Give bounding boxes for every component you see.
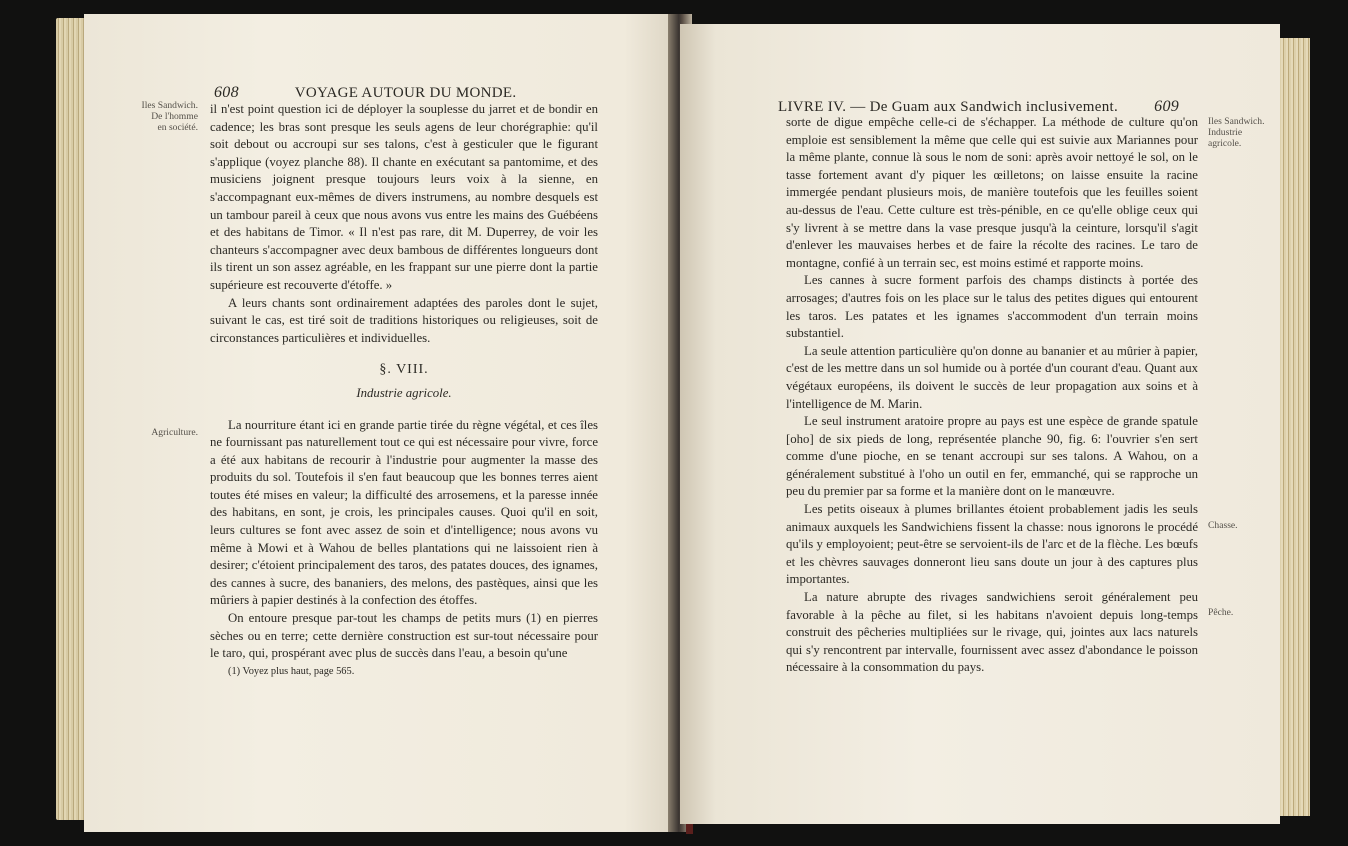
left-paragraph-2: A leurs chants sont ordinairement adaptées des paroles dont le sujet, suivant le cas, est tiré soit de traditions historiques ou religieuses, soit de circonstances particulières et individuelles. [210,295,598,345]
left-page-number: 608 [214,84,239,101]
left-running-title: VOYAGE AUTOUR DU MONDE. [294,85,517,101]
section-heading: §. VIII. [379,362,429,378]
left-margin-note-top: Iles Sandwich. De l'homme en société. [141,100,198,133]
right-paragraph-2: Les cannes à sucre forment parfois des champs distincts à portée des arrosages; d'autres fois on les place sur le talus des petites digues qui entourent les taros. Les patates et les ignames s'accommodent d'un terrain moins substantiel. [786,273,1198,341]
left-paragraph-3: La nourriture étant ici en grande partie tirée du règne végétal, et ces îles ne fournissant pas naturellement tout ce qui est nécessaire pour vivre, force a été aux habitans de recourir à l'industrie pour augmenter la masse des produits du sol. Toutefois il s'en faut beaucoup que les bonnes terres aient toutes été mises en valeur; la difficulté des arrosemens, et la paresse innée des habitans, en sont, je crois, les principales causes. Quoi qu'il en soit, leurs cultures se font avec assez de soin et d'intelligence; nous avons vu même à Mowi et à Wahou de belles plantations qui ne laissoient rien à desirer; c'étoient principalement des taros, des patates douces, des ignames, des cannes à sucre, des bananiers, des melons, des pastèques, ainsi que les mûriers à papier destinés à la confection des étoffes. [210,417,598,608]
right-paragraph-4: Le seul instrument aratoire propre au pays est une espèce de grande spatule [oho] de six pieds de long, représentée planche 90, fig. 6: l'ouvrier s'en sert comme d'une pioche, en se tenant accroupi sur ses talons. A Wahou, on a généralement substitué à l'oho un outil en fer, emmanché, qui se rapproche un peu du premier par sa forme et la manière dont on le manœuvre. [786,414,1198,499]
right-margin-note-chasse: Chasse. [1208,520,1238,531]
open-book [40,14,1308,836]
left-paragraph-4: On entoure presque par-tout les champs de petits murs (1) en pierres sèches ou en terre; cette dernière construction est sur-tout nécessaire pour le taro, qui, prospérant avec plus de succès dans l'eau, a besoin qu'une [210,611,598,661]
left-running-head [214,84,516,102]
right-paragraph-5: Les petits oiseaux à plumes brillantes étoient probablement jadis les seuls animaux auxquels les Sandwichiens fissent la chasse: nous ignorons le procédé qu'ils y employoient; peut-être se servoient-ils de l'arc et de la flèche. Les bœufs et les chèvres sauvages donneront lieu sans doute un jour à des captures plus importantes. [786,502,1198,587]
subsection-heading: Industrie agricole. [356,385,452,400]
left-margin-note-agriculture: Agriculture. [151,427,198,438]
right-page [680,24,1280,824]
left-page [84,14,684,832]
right-paragraph-6: La nature abrupte des rivages sandwichiens seroit généralement peu favorable à la pêche au filet, si les habitans n'avoient depuis long-temps construit des pêcheries multipliées sur le rivage, qui, jointes aux lacs naturels qui s'y rencontrent par intervalle, fournissent avec assez d'abondance le poisson nécessaire à la consommation du pays. [786,590,1198,675]
left-paragraph-1: il n'est point question ici de déployer la souplesse du jarret et de bondir en cadence; les bras sont presque les seuls agens de leur chorégraphie: qu'il soit debout ou accroupi sur ses talons, c'est à gesticuler que le figurant s'applique (voyez planche 88). Il chante en exécutant sa pantomime, et des musiciens joignent presque toujours leurs voix à la sienne, en s'accompagnant eux-mêmes de divers instrumens, au nombre desquels est un tambour pareil à ceux que nous avons vus entre les mains des Guébéens et des habitans de Timor. « Il n'est pas rare, dit M. Duperrey, de voir les chanteurs s'accompagner avec deux bambous de différentes longueurs dont ils tirent un son assez agréable, en les frappant sur une pierre dont la partie supérieure est recouverte d'étoffe. » [210,102,598,292]
right-page-number: 609 [1154,98,1180,115]
page-edges-right [1276,38,1310,816]
right-paragraph-1: sorte de digue empêche celle-ci de s'échapper. La méthode de culture qu'on emploie est sensiblement la même que celle qui est suivie aux Mariannes pour la même plante, connue là sous le nom de soni: après avoir nettoyé le sol, on le tasse fortement avant d'y piquer les œilletons; on laisse ensuite la racine immergée pendant plusieurs mois, de manière toutefois que les feuilles soient au-dessus de l'eau. Cette culture est très-pénible, en ce qu'elle oblige ceux qui s'y livrent à se mettre dans la vase presque jusqu'à la ceinture, lorsqu'il s'agit d'enlever les mauvaises herbes et de faire la récolte des racines. Le taro de montagne, confié à un terrain sec, est moins estimé et rapporte moins. [786,115,1198,270]
left-text-column [210,101,598,680]
right-margin-note-top: Iles Sandwich. Industrie agricole. [1208,116,1265,149]
right-paragraph-3: La seule attention particulière qu'on donne au bananier et au mûrier à papier, c'est de les mettre dans un sol humide ou à portée d'un courant d'eau. Quant aux végétaux européens, ils doivent le succès de leur propagation aux soins et à l'intelligence de M. Marin. [786,343,1198,411]
footnote: (1) Voyez plus haut, page 565. [228,665,355,677]
right-margin-note-peche: Pêche. [1208,607,1234,618]
right-text-column [786,114,1198,677]
right-running-title: LIVRE IV. — De Guam aux Sandwich inclusivement. [778,99,1119,115]
